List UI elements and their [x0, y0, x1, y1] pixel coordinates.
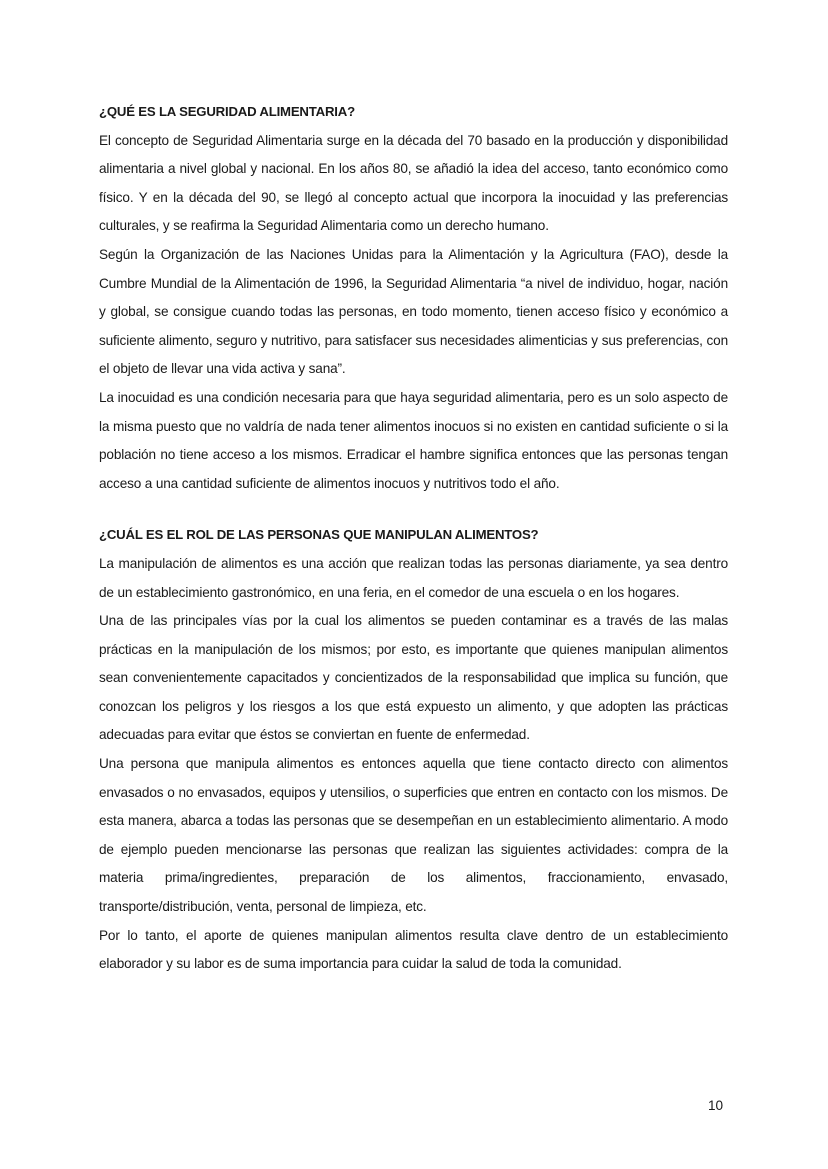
section-heading: ¿CUÁL ES EL ROL DE LAS PERSONAS QUE MANIPULAN ALIMENTOS?	[99, 527, 539, 543]
section-heading: ¿QUÉ ES LA SEGURIDAD ALIMENTARIA?	[99, 104, 355, 119]
section-seguridad-alimentaria	[99, 98, 728, 498]
document-page	[99, 98, 728, 979]
paragraph: La inocuidad es una condición necesaria para que haya seguridad alimentaria, pero es un solo aspecto de la misma puesto que no valdría de nada tener alimentos inocuos si no existen en cantidad suficiente o si la población no tiene acceso a los mismos. Erradicar el hambre significa entonces que las personas tengan acceso a una cantidad suficiente de alimentos inocuos y nutritivos todo el año.	[99, 389, 728, 491]
paragraph: Según la Organización de las Naciones Unidas para la Alimentación y la Agricultura (FAO), desde la Cumbre Mundial de la Alimentación de 1996, la Seguridad Alimentaria “a nivel de individuo, hogar, nación y global, se consigue cuando todas las personas, en todo momento, tienen acceso físico y económico a suficiente alimento, seguro y nutritivo, para satisfacer sus necesidades alimenticias y sus preferencias, con el objeto de llevar una vida activa y sana”.	[99, 246, 728, 377]
section-spacer	[99, 498, 728, 521]
paragraph: La manipulación de alimentos es una acción que realizan todas las personas diariamente, ya sea dentro de un establecimiento gastronómico, en una feria, en el comedor de una escuela o en los hogares.	[99, 555, 728, 600]
page-number: 10	[708, 1098, 724, 1113]
paragraph: Una persona que manipula alimentos es entonces aquella que tiene contacto directo con alimentos envasados o no envasados, equipos y utensilios, o superficies que entren en contacto con los mismos. De esta manera, abarca a todas las personas que se desempeñan en un establecimiento alimentario. A modo de ejemplo pueden mencionarse las personas que realizan las siguientes actividades: compra de la materia prima/ingredientes, preparación de los alimentos, fraccionamiento, envasado, transporte/distribución, venta, personal de limpieza, etc.	[99, 756, 728, 915]
section-rol-manipuladores	[99, 521, 728, 979]
paragraph: Por lo tanto, el aporte de quienes manipulan alimentos resulta clave dentro de un establecimiento elaborador y su labor es de suma importancia para cuidar la salud de toda la comunidad.	[99, 927, 728, 972]
paragraph: El concepto de Seguridad Alimentaria surge en la década del 70 basado en la producción y disponibilidad alimentaria a nivel global y nacional. En los años 80, se añadió la idea del acceso, tanto económico como físico. Y en la década del 90, se llegó al concepto actual que incorpora la inocuidad y las preferencias culturales, y se reafirma la Seguridad Alimentaria como un derecho humano.	[99, 132, 728, 234]
paragraph: Una de las principales vías por la cual los alimentos se pueden contaminar es a través de las malas prácticas en la manipulación de los mismos; por esto, es importante que quienes manipulan alimentos sean convenientemente capacitados y concientizados de la responsabilidad que implica su función, que conozcan los peligros y los riesgos a los que está expuesto un alimento, y que adopten las prácticas adecuadas para evitar que éstos se conviertan en fuente de enfermedad.	[99, 613, 728, 743]
